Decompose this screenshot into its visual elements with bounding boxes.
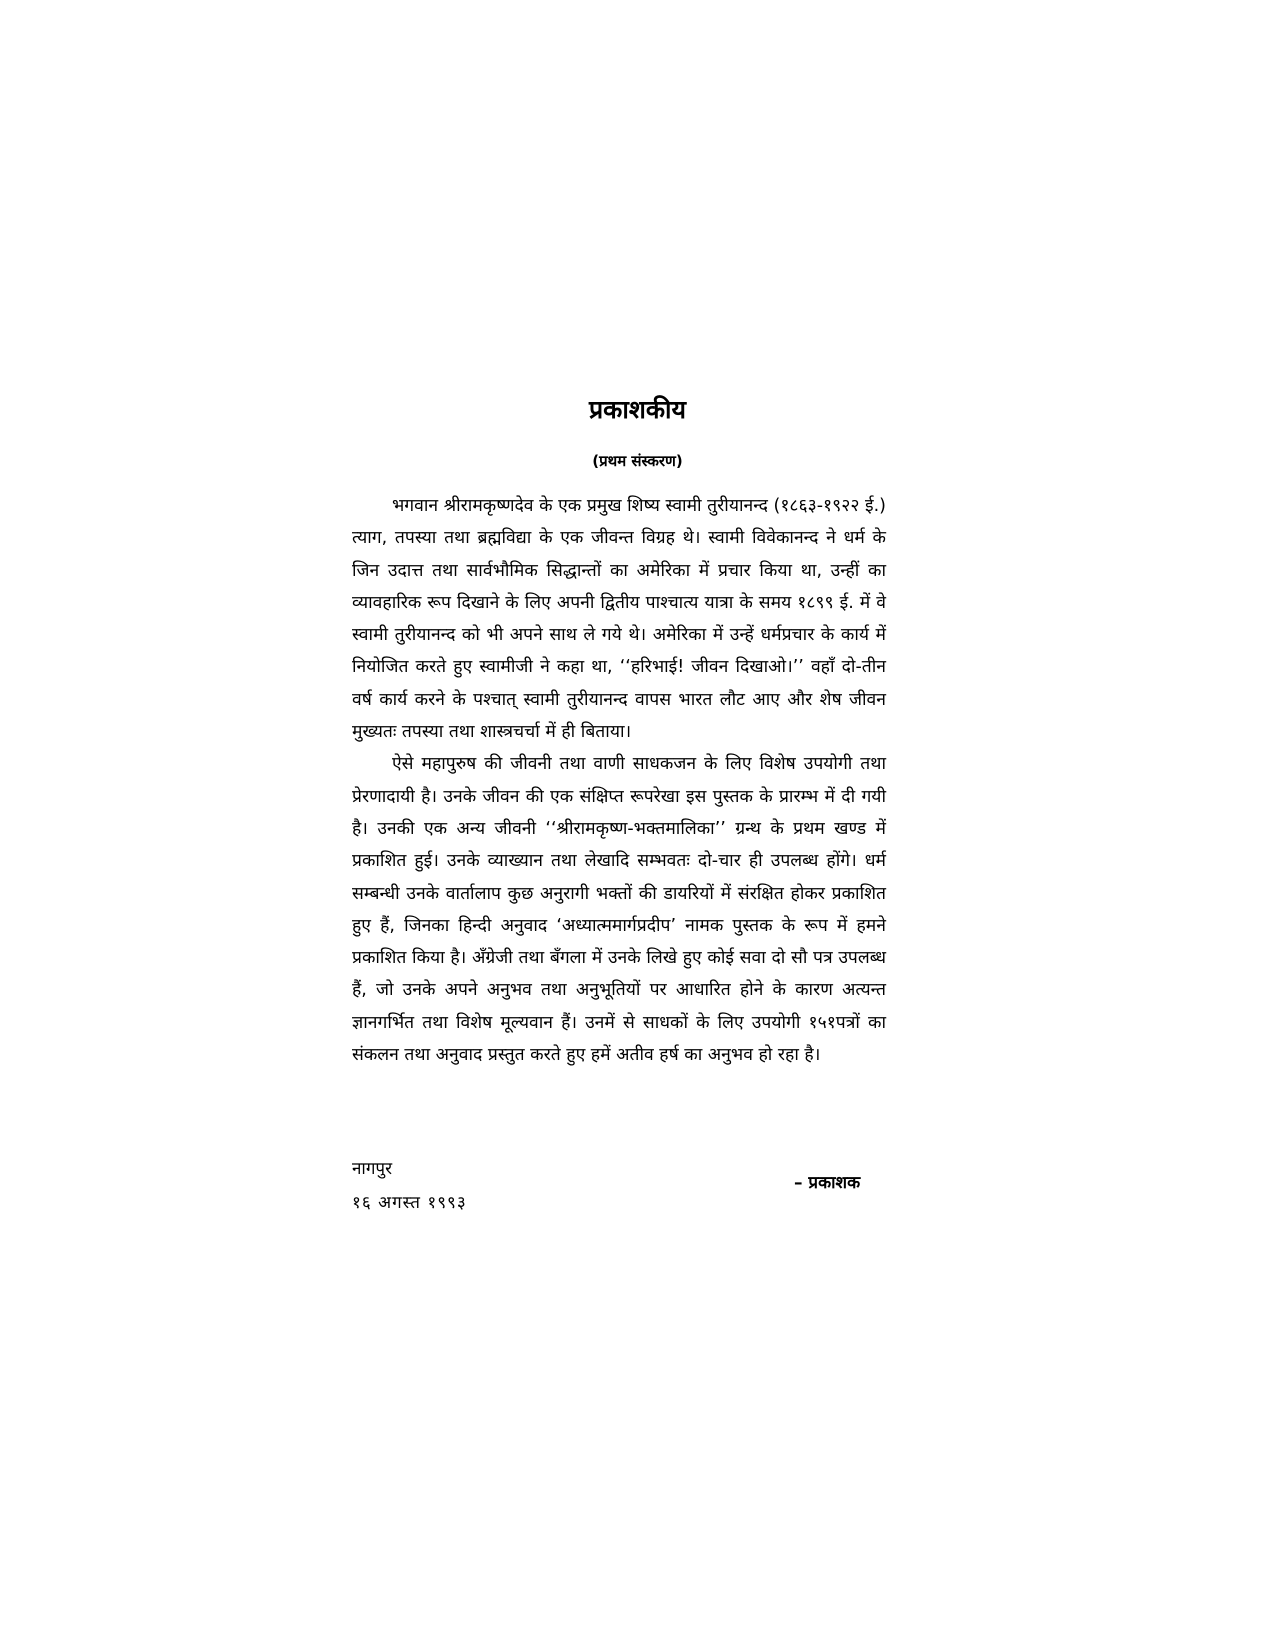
place-line: नागपुर bbox=[352, 1159, 393, 1179]
publisher-signature: – प्रकाशक bbox=[794, 1173, 861, 1193]
paragraph-1: भगवान श्रीरामकृष्णदेव के एक प्रमुख शिष्य स्वामी तुरीयानन्द (१८६३-१९२२ ई.) त्याग, तपस्या तथा ब्रह्मविद्या के एक जीवन्त विग्रह थे। स्वामी विवेकानन्द ने धर्म के जिन उदात्त तथा सार्वभौमिक सिद्धान्तों का अमेरिका में प्रचार किया था, उन्हीं का व्यावहारिक रूप दिखाने के लिए अपनी द्वितीय पाश्चात्य यात्रा के समय १८९९ ई. में वे स्वामी तुरीयानन्द को भी अपने साथ ले गये थे। अमेरिका में उन्हें धर्मप्रचार के कार्य में नियोजित करते हुए स्वामीजी ने कहा था, ‘‘हरिभाई! जीवन दिखाओ।’’ वहाँ दो-तीन वर्ष कार्य करने के पश्चात् स्वामी तुरीयानन्द वापस भारत लौट आए और शेष जीवन मुख्यतः तपस्या तथा शास्त्रचर्चा में ही बिताया। bbox=[352, 496, 886, 743]
edition-subtitle: (प्रथम संस्करण) bbox=[592, 452, 683, 470]
paragraph-2: ऐसे महापुरुष की जीवनी तथा वाणी साधकजन के लिए विशेष उपयोगी तथा प्रेरणादायी है। उनके जीवन की एक संक्षिप्त रूपरेखा इस पुस्तक के प्रारम्भ में दी गयी है। उनकी एक अन्य जीवनी ‘‘श्रीरामकृष्ण-भक्तमालिका’’ ग्रन्थ के प्रथम खण्ड में प्रकाशित हुई। उनके व्याख्यान तथा लेखादि सम्भवतः दो-चार ही उपलब्ध होंगे। धर्म सम्बन्धी उनके वार्तालाप कुछ अनुरागी भक्तों की डायरियों में संरक्षित होकर प्रकाशित हुए हैं, जिनका हिन्दी अनुवाद ‘अध्यात्ममार्गप्रदीप’ नामक पुस्तक के रूप में हमने प्रकाशित किया है। अँग्रेजी तथा बँगला में उनके लिखे हुए कोई सवा दो सौ पत्र उपलब्ध हैं, जो उनके अपने अनुभव तथा अनुभूतियों पर आधारित होने के कारण अत्यन्त ज्ञानगर्भित तथा विशेष मूल्यवान हैं। उनमें से साधकों के लिए उपयोगी १५१पत्रों का संकलन तथा अनुवाद प्रस्तुत करते हुए हमें अतीव हर्ष का अनुभव हो रहा है। bbox=[352, 754, 886, 1066]
body-text bbox=[352, 490, 886, 1071]
page-title: प्रकाशकीय bbox=[588, 395, 687, 424]
date-line: १६ अगस्त १९९३ bbox=[352, 1193, 467, 1213]
